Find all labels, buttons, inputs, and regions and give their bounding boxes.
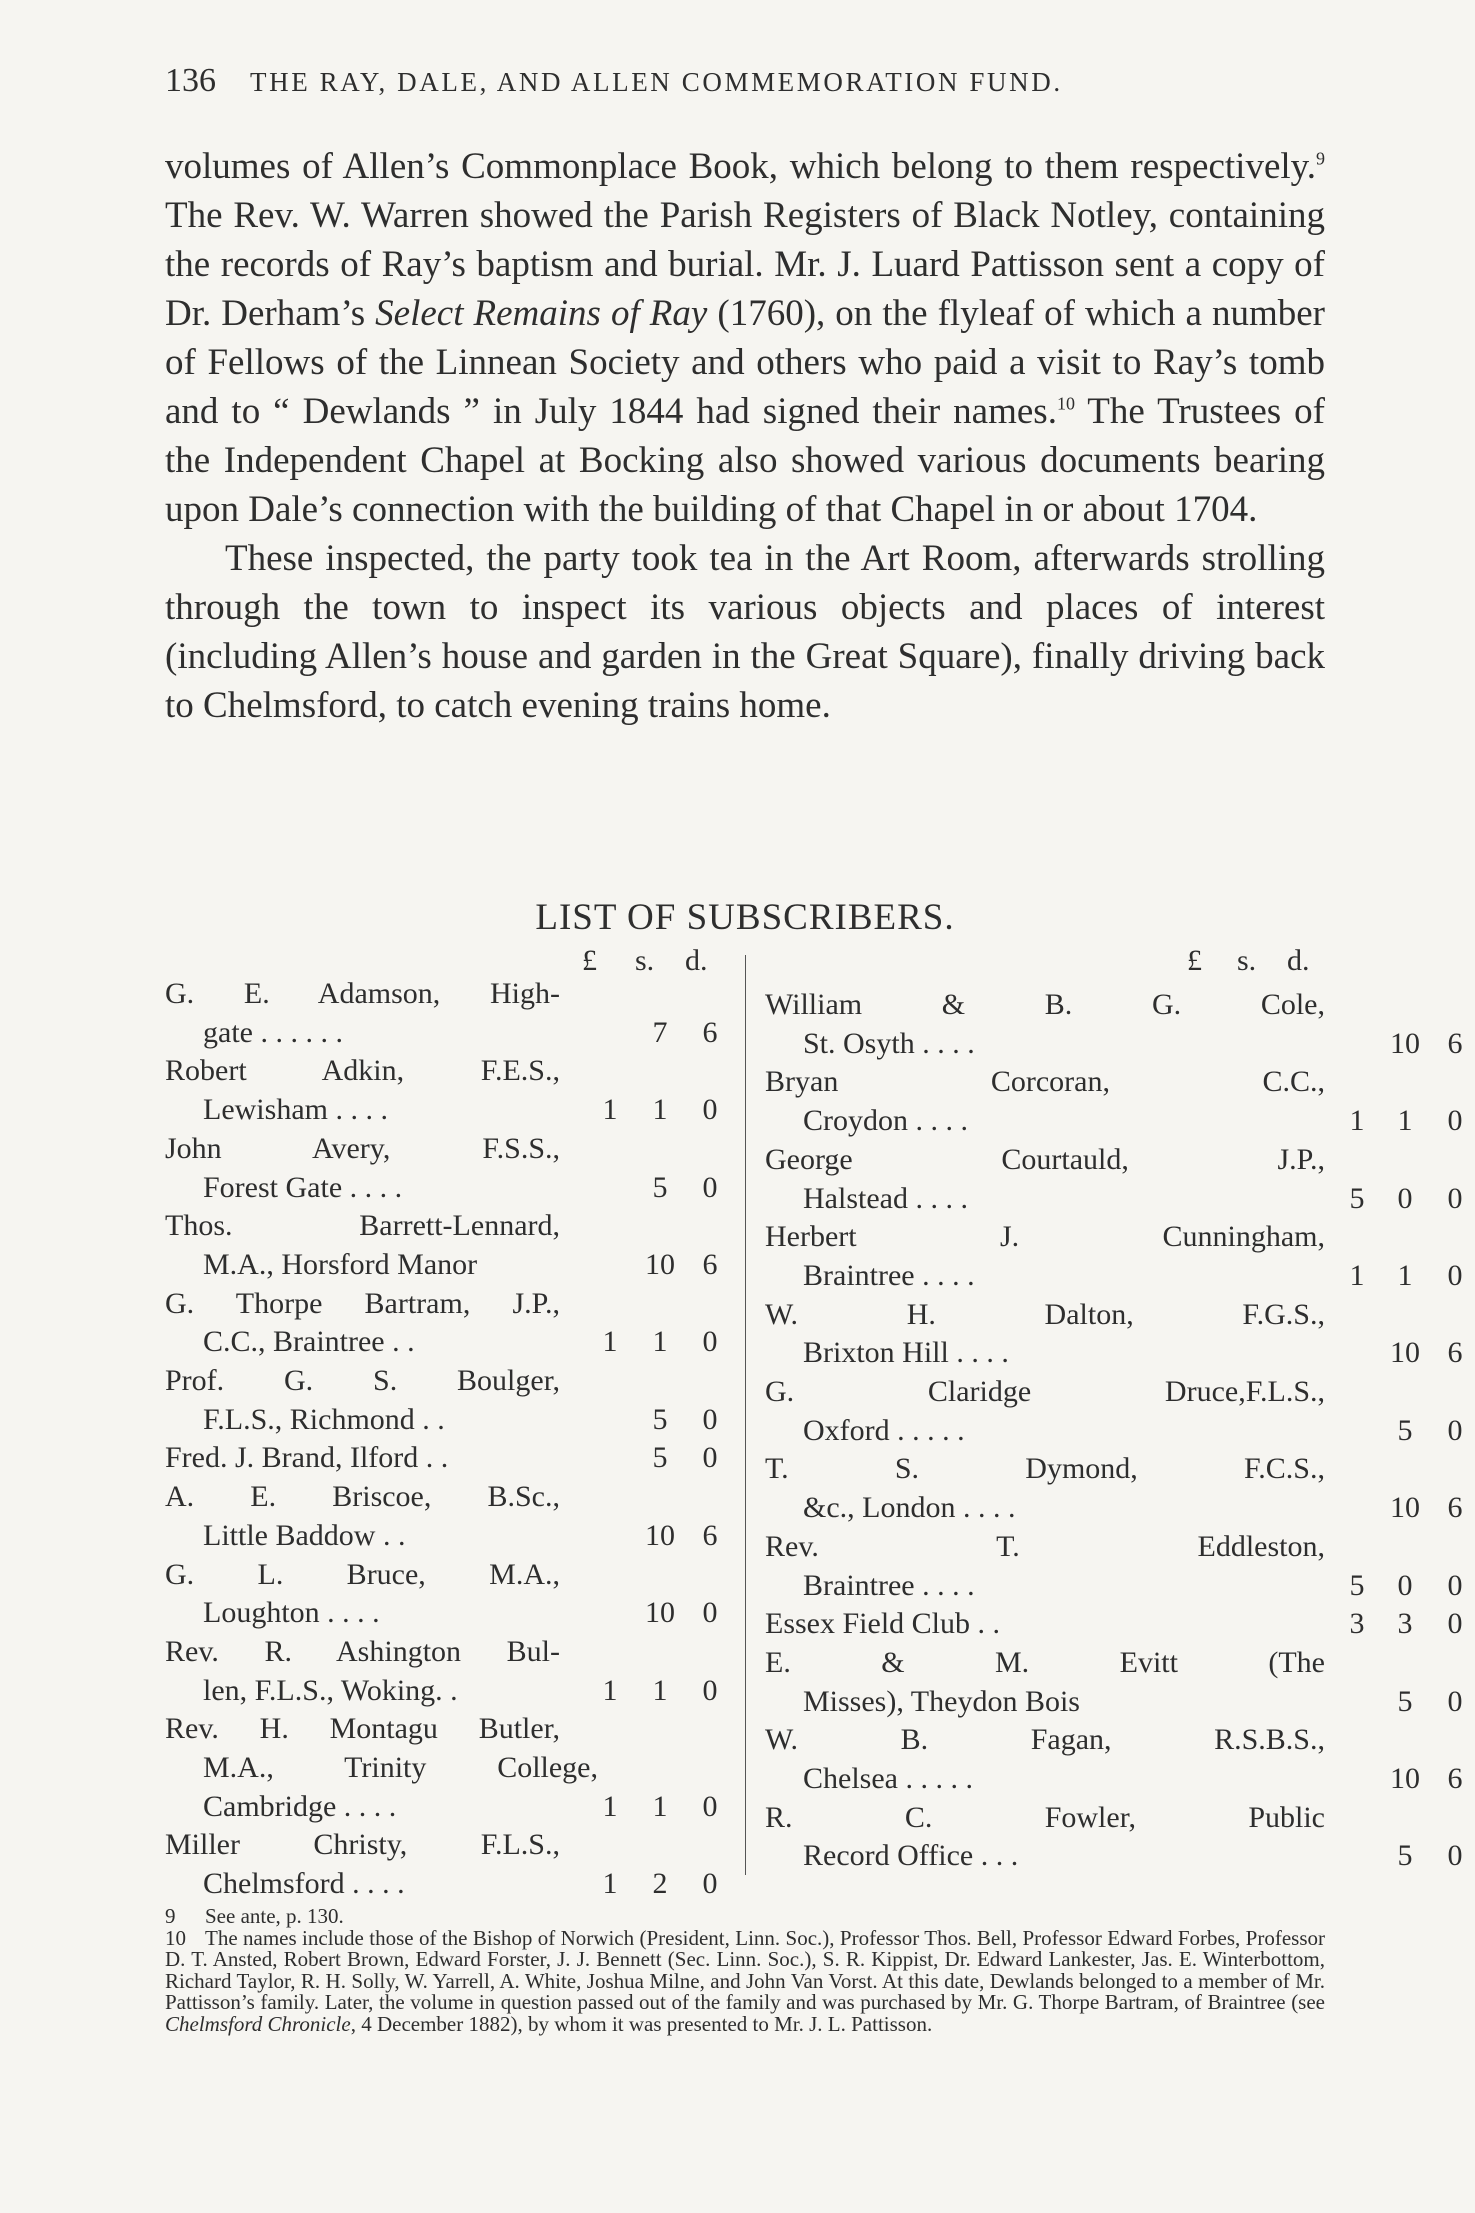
subscriber-name: Prof. G. S. Boulger, — [165, 1364, 560, 1398]
footnote-9 — [165, 1906, 1325, 1928]
pence-amount: 0 — [1447, 1839, 1463, 1873]
subscriber-detail: Chelsea . . . . . — [803, 1762, 973, 1796]
subscriber-name: Thos. Barrett-Lennard, — [165, 1209, 560, 1243]
pence-amount: 0 — [1447, 1607, 1463, 1641]
subscriber-entry — [165, 1130, 730, 1207]
shillings-amount: 10 — [645, 1518, 675, 1552]
footnote-number: 10 — [165, 1925, 186, 1950]
pence-amount: 6 — [1447, 1026, 1463, 1060]
subscriber-name: Rev. R. Ashington Bul- — [165, 1634, 560, 1668]
subscriber-name: Herbert J. Cunningham, — [765, 1220, 1325, 1254]
shillings-amount: 1 — [652, 1789, 668, 1823]
subscriber-detail: Braintree . . . . — [803, 1258, 975, 1292]
subscriber-entry — [765, 1218, 1463, 1295]
subscriber-entry — [765, 1450, 1463, 1527]
footnote-10 — [165, 1925, 1325, 2036]
subscriber-entry — [165, 1207, 730, 1284]
subscriber-entry — [765, 1141, 1463, 1218]
subscriber-detail: Loughton . . . . — [203, 1596, 380, 1630]
subscriber-entry — [165, 1362, 730, 1439]
subscriber-detail: Oxford . . . . . — [803, 1413, 965, 1447]
shillings-header-right: s. — [1237, 944, 1257, 977]
pence-amount: 0 — [702, 1402, 718, 1436]
subscriber-entry — [165, 975, 730, 1052]
column-divider — [745, 955, 746, 1875]
shillings-amount: 10 — [1390, 1762, 1420, 1796]
shillings-amount: 0 — [1397, 1181, 1413, 1215]
subscriber-name: John Avery, F.S.S., — [165, 1131, 560, 1165]
running-title: THE RAY, DALE, AND ALLEN COMMEMORATION FUND. — [250, 67, 1063, 97]
footnotes — [165, 1906, 1325, 2036]
pence-amount: 6 — [1447, 1336, 1463, 1370]
subscriber-detail: Halstead . . . . — [803, 1181, 968, 1215]
subscriber-entry — [765, 1296, 1463, 1373]
subscriber-entry — [165, 1439, 730, 1478]
subscriber-entry — [765, 1644, 1463, 1721]
pence-amount: 6 — [702, 1247, 718, 1281]
subscriber-name: G. L. Bruce, M.A., — [165, 1557, 560, 1591]
subscriber-name: William & B. G. Cole, — [765, 988, 1325, 1021]
pence-amount: 0 — [1447, 1568, 1463, 1602]
pence-amount: 6 — [702, 1015, 718, 1049]
footnote-text: See ante, p. 130. — [205, 1904, 344, 1928]
pounds-amount: 1 — [602, 1673, 618, 1707]
shillings-amount: 10 — [1390, 1026, 1420, 1060]
subscriber-entry — [765, 1373, 1463, 1450]
subscriber-detail: Chelmsford . . . . — [203, 1867, 405, 1901]
shillings-amount: 1 — [652, 1093, 668, 1127]
text-run: volumes of Allen’s Commonplace Book, which belong to them respectively. — [165, 146, 1316, 187]
subscriber-entry — [165, 1478, 730, 1555]
shillings-amount: 5 — [652, 1170, 668, 1204]
pence-amount: 0 — [1447, 1181, 1463, 1215]
shillings-amount: 5 — [1397, 1413, 1413, 1447]
subscriber-detail: Cambridge . . . . — [203, 1789, 397, 1823]
paragraph-2: These inspected, the party took tea in the Art Room, afterwards strolling through the town to inspect its various objects and places of interest (including Allen’s house and garden in the Great Square), finally driving back to Chelmsford, to catch evening trains home. — [165, 538, 1325, 726]
subscriber-detail: M.A., Trinity College, — [203, 1751, 598, 1785]
subscriber-name: Bryan Corcoran, C.C., — [765, 1065, 1325, 1099]
pence-amount: 6 — [1447, 1491, 1463, 1525]
pence-amount: 0 — [1447, 1104, 1463, 1138]
text-run: The Rev. W. Warren showed the Parish Registers of Black Notley, containing the records of Ray’s baptism and burial. Mr. J. Luard Pattisson sent a copy of Dr. Derham’s — [165, 195, 1325, 334]
subscriber-name: W. B. Fagan, R.S.B.S., — [765, 1723, 1325, 1757]
subscriber-name: George Courtauld, J.P., — [765, 1142, 1325, 1176]
footnote-ref-10: 10 — [1056, 393, 1075, 414]
pence-amount: 0 — [702, 1596, 718, 1630]
subscriber-name: G. Thorpe Bartram, J.P., — [165, 1286, 560, 1320]
shillings-amount: 10 — [1390, 1336, 1420, 1370]
shillings-amount: 1 — [652, 1325, 668, 1359]
footnote-ref-9: 9 — [1316, 148, 1325, 169]
subscriber-name: Robert Adkin, F.E.S., — [165, 1054, 560, 1088]
subscriber-entry — [765, 986, 1463, 1063]
page-number: 136 — [165, 62, 216, 99]
shillings-amount: 10 — [645, 1596, 675, 1630]
pence-amount: 0 — [702, 1789, 718, 1823]
subscriber-detail: &c., London . . . . — [803, 1491, 1016, 1525]
pence-amount: 0 — [702, 1325, 718, 1359]
footnote-text: The names include those of the Bishop of Norwich (President, Linn. Soc.), Professor Thos. Bell, Professor Edward Forbes, Professor D. T. Ansted, Robert Brown, Edward Forster, J. J. Bennett (Sec. Linn. Soc.), S. R. Kippist, Dr. Edward Lankester, Jas. E. Winterbottom, Richard Taylor, R. H. Solly, W. Yarrell, A. White, Joshua Milne, and John Van Vorst. At this date, Dewlands belonged to a member of Mr. Pattisson’s family. Later, the volume in question passed out of the family and was purchased by Mr. G. Thorpe Bartram, of Braintree (see — [165, 1925, 1325, 2015]
shillings-amount: 5 — [652, 1402, 668, 1436]
pence-amount: 0 — [702, 1170, 718, 1204]
subscriber-entry — [765, 1528, 1463, 1605]
subscribers-right-column — [765, 986, 1463, 1876]
shillings-amount: 1 — [652, 1673, 668, 1707]
subscriber-entry — [765, 1721, 1463, 1798]
subscriber-name: Essex Field Club . . — [765, 1607, 1001, 1641]
subscriber-entry — [765, 1799, 1463, 1876]
subscriber-name: G. E. Adamson, High- — [165, 977, 560, 1010]
subscriber-name: Fred. J. Brand, Ilford . . — [165, 1441, 449, 1475]
subscriber-entry — [165, 1633, 730, 1710]
newspaper-title: Chelmsford Chronicle — [165, 2011, 351, 2036]
text-run: The Trustees of the Independent Chapel at Bocking also showed various documents bearing upon Dale’s connection with the building of that Chapel in or about 1704. — [165, 391, 1325, 530]
pence-amount: 0 — [702, 1673, 718, 1707]
shillings-amount: 7 — [652, 1015, 668, 1049]
footnote-number: 9 — [165, 1904, 176, 1928]
pounds-amount: 1 — [1349, 1104, 1365, 1138]
shillings-amount: 10 — [1390, 1491, 1420, 1525]
pence-amount: 0 — [702, 1093, 718, 1127]
pence-amount: 0 — [702, 1867, 718, 1901]
subscriber-detail: M.A., Horsford Manor — [203, 1247, 478, 1281]
pounds-amount: 5 — [1349, 1568, 1365, 1602]
pounds-amount: 1 — [602, 1867, 618, 1901]
subscriber-detail: gate . . . . . . — [203, 1015, 343, 1049]
subscriber-detail: Forest Gate . . . . — [203, 1170, 403, 1204]
pounds-amount: 1 — [602, 1325, 618, 1359]
subscriber-name: W. H. Dalton, F.G.S., — [765, 1297, 1325, 1331]
list-title: LIST OF SUBSCRIBERS. — [535, 897, 955, 938]
subscriber-name: Rev. H. Montagu Butler, — [165, 1712, 560, 1746]
shillings-amount: 5 — [1397, 1839, 1413, 1873]
subscriber-name: Rev. T. Eddleston, — [765, 1529, 1325, 1563]
pence-amount: 6 — [1447, 1762, 1463, 1796]
subscriber-detail: St. Osyth . . . . — [803, 1026, 975, 1060]
shillings-amount: 5 — [652, 1441, 668, 1475]
shillings-amount: 1 — [1397, 1104, 1413, 1138]
subscriber-detail: Croydon . . . . — [803, 1104, 968, 1138]
pounds-amount: 5 — [1349, 1181, 1365, 1215]
shillings-amount: 2 — [652, 1867, 668, 1901]
subscriber-entry — [165, 1710, 730, 1826]
subscriber-name: A. E. Briscoe, B.Sc., — [165, 1480, 560, 1514]
shillings-amount: 3 — [1397, 1607, 1413, 1641]
pounds-amount: 1 — [602, 1789, 618, 1823]
subscriber-name: R. C. Fowler, Public — [765, 1800, 1325, 1834]
subscriber-entry — [165, 1285, 730, 1362]
shillings-amount: 0 — [1397, 1568, 1413, 1602]
pounds-header: £ — [582, 944, 597, 977]
subscriber-detail: F.L.S., Richmond . . — [203, 1402, 445, 1436]
footnote-text: , 4 December 1882), by whom it was presented to Mr. J. L. Pattisson. — [350, 2011, 933, 2036]
pence-amount: 6 — [702, 1518, 718, 1552]
body-text — [165, 142, 1325, 730]
subscriber-detail: len, F.L.S., Woking. . — [203, 1673, 458, 1707]
shillings-amount: 1 — [1397, 1258, 1413, 1292]
shillings-amount: 5 — [1397, 1684, 1413, 1718]
shillings-amount: 10 — [645, 1247, 675, 1281]
subscriber-detail: Misses), Theydon Bois — [803, 1684, 1080, 1718]
paragraph-1 — [165, 142, 1325, 534]
subscriber-detail: Brixton Hill . . . . — [803, 1336, 1009, 1370]
subscriber-detail: Little Baddow . . — [203, 1518, 406, 1552]
subscribers-left-column — [165, 975, 730, 1904]
subscriber-detail: C.C., Braintree . . — [203, 1325, 415, 1359]
pence-header: d. — [685, 944, 708, 977]
pounds-amount: 3 — [1349, 1607, 1365, 1641]
subscriber-detail: Record Office . . . — [803, 1839, 1019, 1873]
running-head — [165, 62, 1325, 100]
subscriber-entry — [765, 1063, 1463, 1140]
pence-amount: 0 — [1447, 1258, 1463, 1292]
subscriber-detail: Braintree . . . . — [803, 1568, 975, 1602]
subscriber-entry — [765, 1605, 1463, 1644]
pounds-amount: 1 — [1349, 1258, 1365, 1292]
pounds-amount: 1 — [602, 1093, 618, 1127]
text-run: (1760), on the flyleaf of which a number of Fellows of the Linnean Society and others who paid a visit to Ray’s tomb and to “ Dewlands ” in July 1844 had signed their names. — [165, 293, 1325, 432]
subscriber-entry — [165, 1556, 730, 1633]
book-title: Select Remains of Ray — [375, 293, 708, 334]
subscriber-detail: Lewisham . . . . — [203, 1093, 388, 1127]
pence-amount: 0 — [702, 1441, 718, 1475]
subscriber-name: Miller Christy, F.L.S., — [165, 1828, 560, 1862]
pounds-header-right: £ — [1187, 944, 1202, 977]
subscriber-entry — [165, 1052, 730, 1129]
pence-amount: 0 — [1447, 1413, 1463, 1447]
subscriber-name: G. Claridge Druce,F.L.S., — [765, 1375, 1325, 1409]
subscriber-name: E. & M. Evitt (The — [765, 1645, 1325, 1679]
subscriber-entry — [165, 1826, 730, 1903]
shillings-header: s. — [635, 944, 655, 977]
subscriber-name: T. S. Dymond, F.C.S., — [765, 1452, 1325, 1486]
pence-amount: 0 — [1447, 1684, 1463, 1718]
pence-header-right: d. — [1287, 944, 1310, 977]
